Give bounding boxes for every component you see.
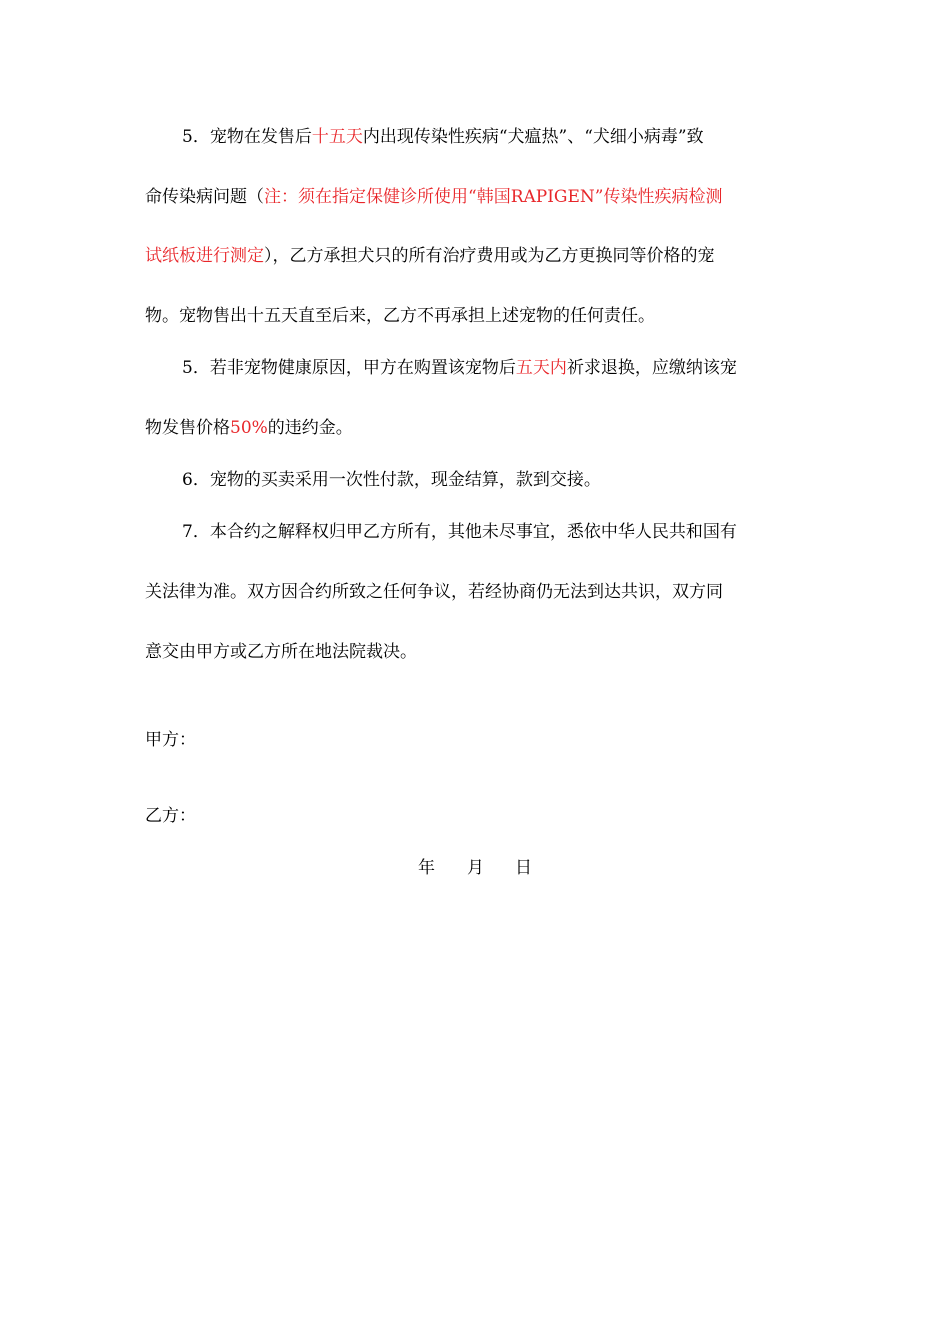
highlight-text: 50% <box>230 418 268 438</box>
clause-5a-line-2 <box>145 185 722 209</box>
clause-7-line-2 <box>145 580 723 604</box>
clause-5a-line-1 <box>182 125 704 149</box>
clause-7-line-1 <box>182 520 737 544</box>
clause-7-line-3 <box>145 640 417 664</box>
clause-text: 物。宠物售出十五天直至后来，乙方不再承担上述宠物的任何责任。 <box>145 306 655 326</box>
party-b-signature-label: 乙方： <box>145 806 196 826</box>
note-text: 注：须在指定保健诊所使用“韩国RAPIGEN”传染性疾病检测 <box>264 187 723 207</box>
clause-6-line-1 <box>182 468 601 492</box>
clause-text: 的违约金。 <box>267 418 353 438</box>
highlight-text: 十五天 <box>311 127 363 147</box>
clause-text: 祈求退换，应缴纳该宠 <box>566 358 737 378</box>
clause-text: 6．宠物的买卖采用一次性付款，现金结算，款到交接。 <box>182 470 601 490</box>
clause-text: 物发售价格 <box>145 418 230 438</box>
highlight-text: 五天内 <box>515 358 567 378</box>
clause-text: 7．本合约之解释权归甲乙方所有，其他未尽事宜，悉依中华人民共和国有 <box>182 522 737 542</box>
clause-text: 5．宠物在发售后 <box>182 127 312 147</box>
date-month-label: 月 <box>467 858 484 878</box>
clause-text: 关法律为准。双方因合约所致之任何争议，若经协商仍无法到达共识，双方同 <box>145 582 723 602</box>
clause-text: 命传染病问题（ <box>145 187 264 207</box>
clause-5b-line-2 <box>145 416 353 440</box>
clause-text: 5．若非宠物健康原因，甲方在购置该宠物后 <box>182 358 516 378</box>
party-a-signature-label: 甲方： <box>145 730 196 750</box>
clause-5a-line-4 <box>145 304 655 328</box>
note-text: 试纸板进行测定 <box>145 246 264 266</box>
clause-text: 内出现传染性疾病“犬瘟热”、“犬细小病毒”致 <box>362 127 704 147</box>
clause-text: ），乙方承担犬只的所有治疗费用或为乙方更换同等价格的宠 <box>264 246 715 266</box>
clause-5b-line-1 <box>182 356 737 380</box>
clause-text: 意交由甲方或乙方所在地法院裁决。 <box>145 642 417 662</box>
date-year-label: 年 <box>418 858 435 878</box>
clause-5a-line-3 <box>145 244 715 268</box>
date-day-label: 日 <box>515 858 532 878</box>
